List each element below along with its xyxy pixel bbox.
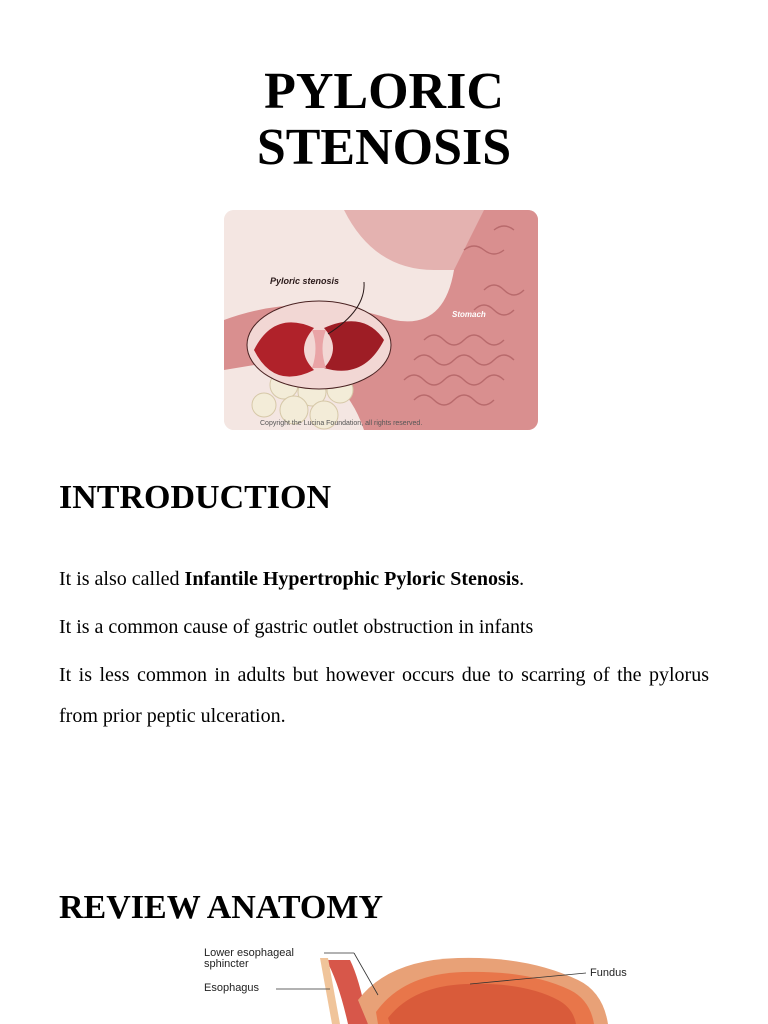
copyright-notice: Copyright the Lucina Foundation, all rights reserved. <box>260 420 423 427</box>
intro-paragraph-3: It is less common in adults but however occurs due to scarring of the pylorus from prior peptic ulceration. <box>59 664 709 727</box>
stomach-anatomy-drawing <box>58 940 658 1024</box>
label-lower-esophageal-sphincter <box>204 948 294 970</box>
pyloric-stenosis-label: Pyloric stenosis <box>270 276 340 286</box>
pyloric-stenosis-drawing <box>224 210 538 430</box>
label-esophagus: Esophagus <box>204 982 260 994</box>
introduction-heading: INTRODUCTION <box>59 479 332 516</box>
title-line-2: STENOSIS <box>256 119 512 176</box>
intro-paragraph-2: It is a common cause of gastric outlet obstruction in infants <box>59 616 534 638</box>
stomach-label: Stomach <box>452 310 486 319</box>
review-anatomy-heading: REVIEW ANATOMY <box>59 889 383 926</box>
intro-paragraph-1 <box>59 559 709 600</box>
pyloric-stenosis-illustration <box>224 210 538 430</box>
les-label-line-2: sphincter <box>204 958 249 970</box>
title-line-1: PYLORIC <box>264 63 504 120</box>
intro-p1-prefix: It is also called <box>59 568 185 590</box>
label-fundus: Fundus <box>590 967 627 979</box>
intro-p1-suffix: . <box>519 568 525 590</box>
les-label-line-1: Lower esophageal <box>204 947 294 959</box>
intro-p1-bold-term: Infantile Hypertrophic Pyloric Stenosis <box>184 568 520 590</box>
page-title <box>0 64 768 176</box>
stomach-anatomy-illustration <box>58 940 658 1024</box>
